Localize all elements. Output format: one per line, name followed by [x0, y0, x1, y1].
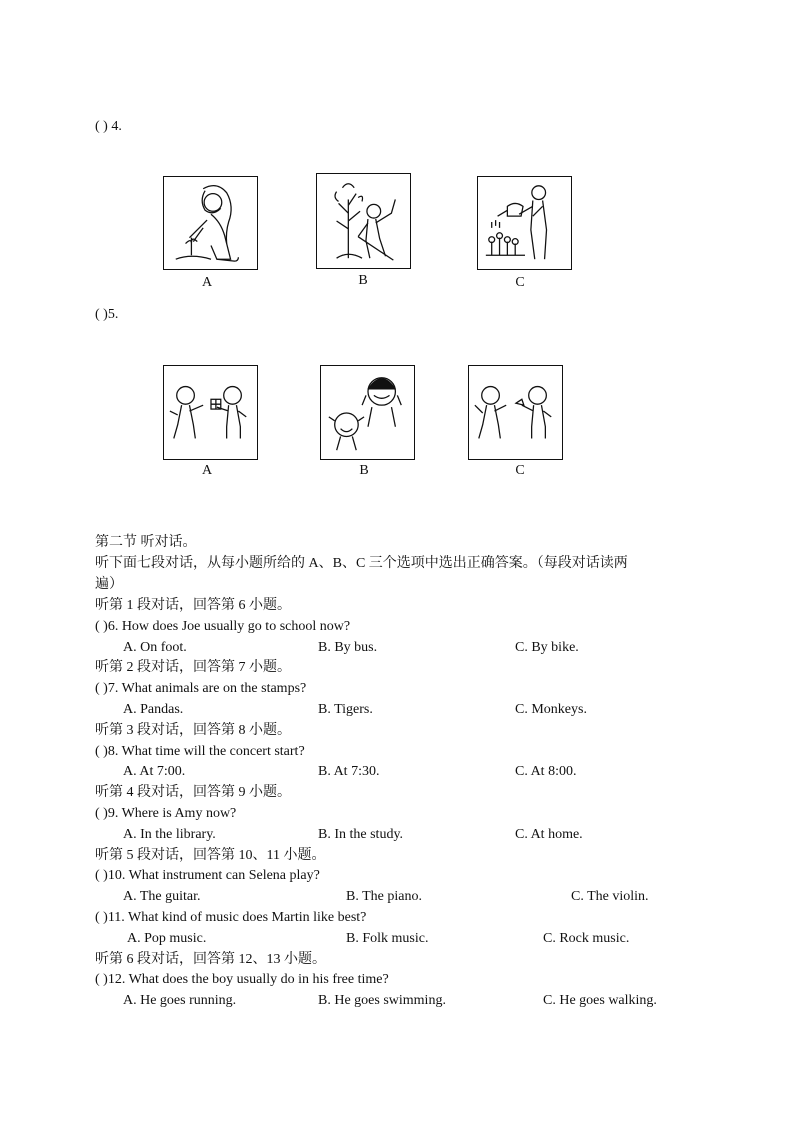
- q4-picture-a[interactable]: [163, 176, 258, 270]
- boy-covering-ears-icon: [321, 366, 414, 459]
- answer-option-b[interactable]: B. Folk music.: [346, 931, 429, 946]
- question-text: ( )11. What kind of music does Martin like best?: [95, 910, 367, 925]
- dialogue-heading: 听第 1 段对话，回答第 6 小题。: [95, 598, 291, 613]
- question-text: ( )12. What does the boy usually do in his free time?: [95, 972, 389, 987]
- answer-option-b[interactable]: B. Tigers.: [318, 702, 373, 717]
- section-title: 第二节 听对话。: [95, 535, 197, 550]
- q4-picture-c[interactable]: [477, 176, 572, 270]
- answer-option-a[interactable]: A. On foot.: [123, 640, 187, 655]
- q5-label-a: A: [201, 463, 213, 478]
- answer-option-c[interactable]: C. At 8:00.: [515, 764, 577, 779]
- question-text: ( )6. How does Joe usually go to school now?: [95, 619, 351, 634]
- section-instruction-cont: 遍）: [95, 577, 123, 592]
- answer-option-a[interactable]: A. At 7:00.: [123, 764, 186, 779]
- answer-option-a[interactable]: A. Pandas.: [123, 702, 184, 717]
- answer-option-b[interactable]: B. By bus.: [318, 640, 378, 655]
- answer-option-a[interactable]: A. Pop music.: [127, 931, 207, 946]
- girl-planting-flower-icon: [164, 177, 257, 269]
- q4-label-c: C: [515, 275, 525, 290]
- question-4-number: ( ) 4.: [95, 119, 122, 134]
- boy-giving-gift-icon: [164, 366, 257, 459]
- children-playing-icon: [469, 366, 562, 459]
- answer-option-b[interactable]: B. At 7:30.: [318, 764, 380, 779]
- q5-picture-c[interactable]: [468, 365, 563, 460]
- question-text: ( )10. What instrument can Selena play?: [95, 868, 320, 883]
- q5-picture-b[interactable]: [320, 365, 415, 460]
- answer-option-b[interactable]: B. In the study.: [318, 827, 404, 842]
- question-text: ( )9. Where is Amy now?: [95, 806, 237, 821]
- q4-picture-b[interactable]: [316, 173, 411, 269]
- boy-planting-tree-icon: [317, 174, 410, 268]
- answer-option-c[interactable]: C. At home.: [515, 827, 583, 842]
- answer-option-c[interactable]: C. He goes walking.: [543, 993, 657, 1008]
- question-text: ( )7. What animals are on the stamps?: [95, 681, 307, 696]
- answer-option-c[interactable]: C. By bike.: [515, 640, 579, 655]
- section-instruction: 听下面七段对话，从每小题所给的 A、B、C 三个选项中选出正确答案。（每段对话读两: [95, 556, 628, 571]
- answer-option-c[interactable]: C. Monkeys.: [515, 702, 587, 717]
- answer-option-c[interactable]: C. Rock music.: [543, 931, 630, 946]
- question-5-number: ( )5.: [95, 307, 119, 322]
- answer-option-b[interactable]: B. The piano.: [346, 889, 422, 904]
- dialogue-heading: 听第 3 段对话，回答第 8 小题。: [95, 723, 291, 738]
- answer-option-c[interactable]: C. The violin.: [571, 889, 649, 904]
- answer-option-b[interactable]: B. He goes swimming.: [318, 993, 446, 1008]
- q5-picture-a[interactable]: [163, 365, 258, 460]
- girl-watering-flowers-icon: [478, 177, 571, 269]
- q4-label-b: B: [358, 273, 368, 288]
- answer-option-a[interactable]: A. He goes running.: [123, 993, 237, 1008]
- dialogue-heading: 听第 4 段对话，回答第 9 小题。: [95, 785, 291, 800]
- q5-label-b: B: [359, 463, 369, 478]
- q4-label-a: A: [201, 275, 213, 290]
- answer-option-a[interactable]: A. The guitar.: [123, 889, 201, 904]
- question-text: ( )8. What time will the concert start?: [95, 744, 305, 759]
- dialogue-heading: 听第 5 段对话，回答第 10、11 小题。: [95, 848, 326, 863]
- q5-label-c: C: [515, 463, 525, 478]
- dialogue-heading: 听第 6 段对话，回答第 12、13 小题。: [95, 952, 326, 967]
- answer-option-a[interactable]: A. In the library.: [123, 827, 216, 842]
- dialogue-heading: 听第 2 段对话，回答第 7 小题。: [95, 660, 291, 675]
